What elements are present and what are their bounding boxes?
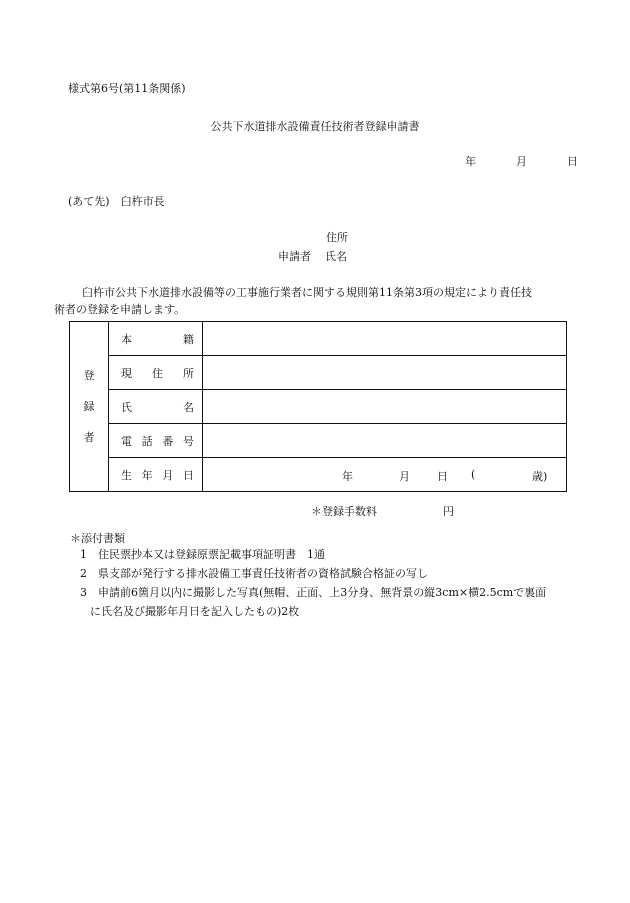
form-number: 様式第6号(第11条関係) [68, 82, 186, 95]
name-label [109, 390, 203, 424]
side-char: 者 [83, 430, 95, 444]
statement-line-2: 術者の登録を申請します。 [54, 303, 186, 316]
attachment-item: 2 県支部が発行する排水設備工事責任技術者の資格試験合格証の写し [80, 567, 428, 580]
applicant-line [278, 250, 347, 264]
label-char: 氏 [121, 400, 132, 414]
label-char: 番 [162, 434, 174, 448]
label-char: 月 [162, 468, 174, 482]
attachment-item: 1 住民票抄本又は登録原票記載事項証明書 1通 [80, 548, 325, 561]
label-char: 本 [121, 332, 132, 346]
label-char: 名 [183, 400, 194, 414]
document-title: 公共下水道排水設備責任技術者登録申請書 [210, 120, 420, 133]
label-char: 話 [141, 434, 153, 448]
date-month-label: 月 [516, 155, 527, 168]
label-char: 日 [182, 468, 194, 482]
side-char: 録 [83, 399, 95, 413]
age-open-paren: ( [471, 468, 476, 481]
registration-fee-line [311, 505, 454, 519]
honseki-field[interactable] [203, 322, 567, 356]
label-char: 現 [121, 366, 132, 380]
attachment-item: 3 申請前6箇月以内に撮影した写真(無帽、正面、上3分身、無背景の縦3cm×横2.5cmで裏面 [80, 586, 547, 599]
birthdate-field[interactable] [203, 458, 567, 492]
label-char: 年 [141, 468, 153, 482]
statement-line-1: 臼杵市公共下水道排水設備等の工事施行業者に関する規則第11条第3項の規定により責任技 [82, 286, 532, 299]
date-line [465, 155, 578, 169]
label-char: 生 [121, 468, 132, 482]
label-char: 号 [182, 434, 194, 448]
date-day-label: 日 [567, 155, 578, 168]
registrant-side-label [70, 322, 109, 492]
birthdate-label [109, 458, 203, 492]
birth-year-label: 年 [342, 470, 353, 483]
phone-label [109, 424, 203, 458]
date-year-label: 年 [465, 155, 476, 168]
addressee: (あて先) 臼杵市長 [68, 195, 165, 208]
address-label [109, 356, 203, 390]
side-char: 登 [83, 368, 95, 382]
birth-day-label: 日 [437, 470, 448, 483]
phone-field[interactable] [203, 424, 567, 458]
applicant-name-label: 氏名 [325, 250, 347, 263]
label-char: 電 [121, 434, 132, 448]
attachment-item-continuation: に氏名及び撮影年月日を記入したもの)2枚 [90, 605, 300, 618]
label-char: 籍 [183, 332, 194, 346]
applicant-label: 申請者 [278, 250, 311, 263]
label-char: 住 [152, 366, 163, 380]
registrant-table [69, 321, 567, 492]
applicant-address-label: 住所 [326, 231, 348, 244]
fee-label: ＊登録手数料 [311, 505, 377, 518]
fee-unit: 円 [443, 505, 454, 518]
age-label: 歳) [532, 470, 548, 483]
birth-month-label: 月 [399, 470, 410, 483]
label-char: 所 [183, 366, 194, 380]
application-statement [54, 284, 572, 318]
honseki-label [109, 322, 203, 356]
address-field[interactable] [203, 356, 567, 390]
name-field[interactable] [203, 390, 567, 424]
attachments-title: ＊添付書類 [70, 532, 125, 545]
